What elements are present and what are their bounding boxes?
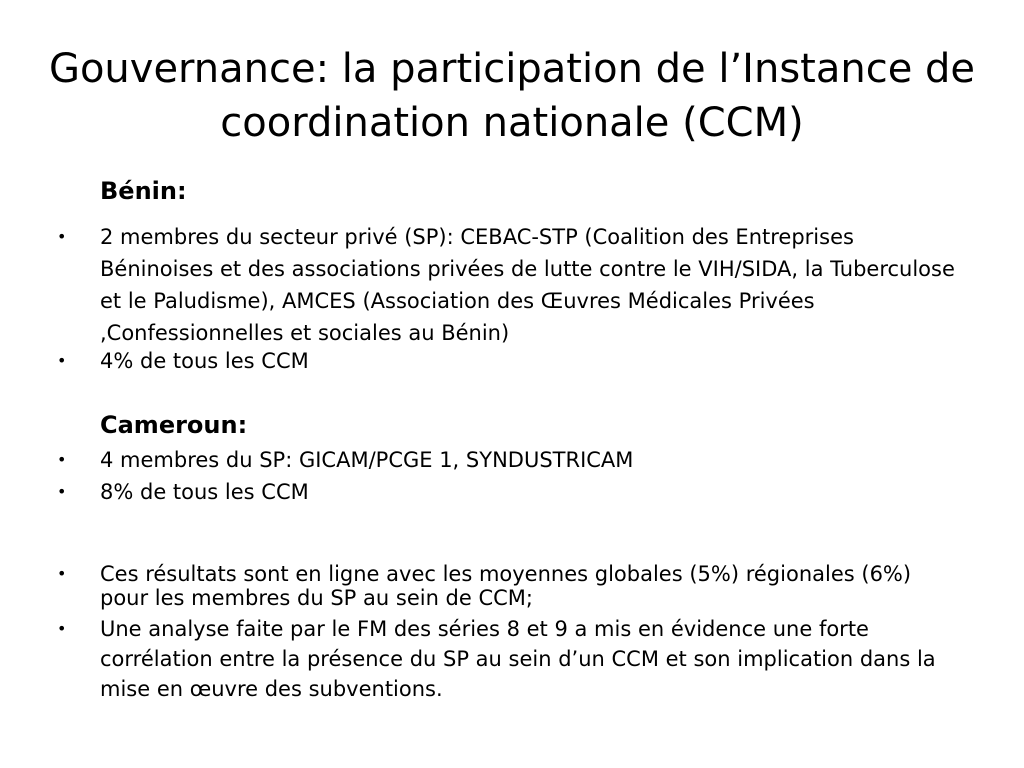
conclusion-bullet-list: [0, 562, 1000, 704]
bullet-dot-icon: •: [57, 482, 67, 501]
bullet-text: Une analyse faite par le FM des séries 8 et 9 a mis en évidence une forte corrélation entre la présence du SP au sein d’un CCM et son implication dans la mise en œuvre des subventions.: [100, 617, 936, 701]
benin-bullet-list: [0, 221, 1000, 373]
bullet-text: 4% de tous les CCM: [100, 349, 309, 373]
bullet-text: 2 membres du secteur privé (SP): CEBAC-STP (Coalition des Entreprises Béninoises et des associations privées de lutte contre le VIH/SIDA, la Tuberculose et le Paludisme), AMCES (Association des Œuvres Médicales Privées ,Confessionnelles et sociales au Bénin): [100, 225, 955, 345]
bullet-dot-icon: •: [57, 450, 67, 469]
bullet-item: [0, 476, 960, 508]
bullet-dot-icon: •: [57, 227, 67, 246]
section-heading-benin: Bénin:: [100, 177, 187, 205]
bullet-text: 8% de tous les CCM: [100, 480, 309, 504]
bullet-item: [0, 349, 960, 373]
bullet-text: 4 membres du SP: GICAM/PCGE 1, SYNDUSTRICAM: [100, 448, 634, 472]
slide-title: Gouvernance: la participation de l’Instance de coordination nationale (CCM): [48, 46, 976, 146]
bullet-dot-icon: •: [57, 351, 67, 370]
bullet-text: Ces résultats sont en ligne avec les moyennes globales (5%) régionales (6%) pour les membres du SP au sein de CCM;: [100, 562, 912, 610]
bullet-item: [0, 444, 960, 476]
bullet-dot-icon: •: [57, 619, 67, 638]
bullet-dot-icon: •: [57, 564, 67, 583]
bullet-item: [0, 221, 960, 349]
bullet-item: [0, 614, 960, 704]
section-heading-cameroun: Cameroun:: [100, 411, 248, 439]
bullet-item: [0, 562, 960, 610]
cameroun-bullet-list: [0, 444, 1000, 508]
